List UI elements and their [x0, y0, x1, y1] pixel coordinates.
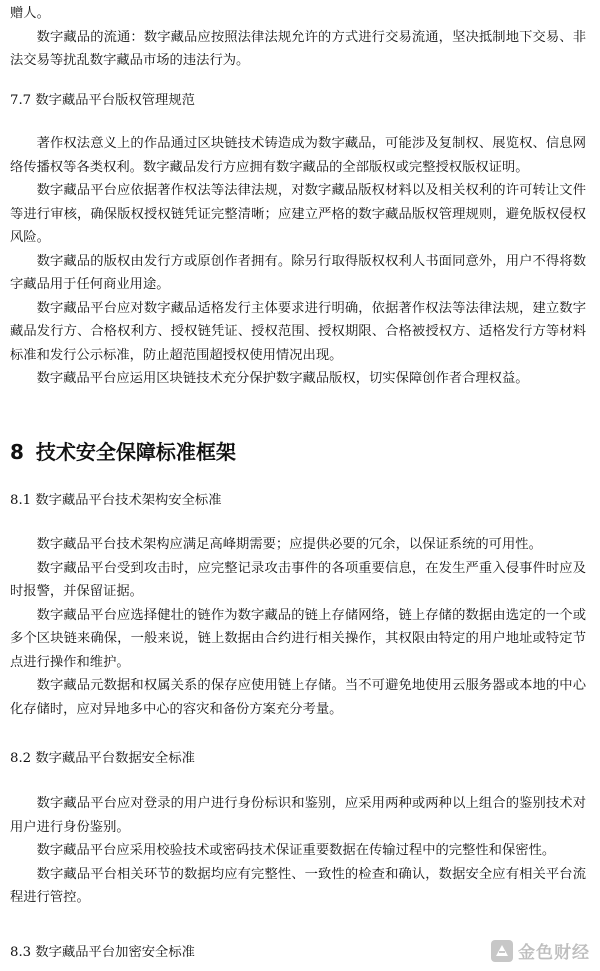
paragraph: 数字藏品平台受到攻击时，应完整记录攻击事件的各项重要信息，在发生严重入侵事件时应及时报警，并保留证据。: [10, 560, 586, 599]
jinse-logo-icon: [490, 939, 514, 963]
paragraph: 数字藏品平台技术架构应满足高峰期需要；应提供必要的冗余，以保证系统的可用性。: [36, 537, 542, 552]
section-8-3-heading: 8.3 数字藏品平台加密安全标准: [10, 945, 195, 960]
paragraph: 著作权法意义上的作品通过区块链技术铸造成为数字藏品，可能涉及复制权、展览权、信息网络传播权等各类权利。数字藏品发行方应拥有数字藏品的全部版权或完整授权版权证明。: [10, 136, 586, 175]
carryover-block: [10, 2, 586, 73]
section-8-1-heading: 8.1 数字藏品平台技术架构安全标准: [10, 493, 222, 508]
section-8-title: 技术安全保障标准框架: [35, 440, 236, 464]
paragraph: 数字藏品平台应采用校验技术或密码技术保证重要数据在传输过程中的完整性和保密性。: [36, 843, 556, 858]
paragraph: 数字藏品平台应对登录的用户进行身份标识和鉴别，应采用两种或两种以上组合的鉴别技术对用户进行身份鉴别。: [10, 796, 586, 835]
paragraph: 数字藏品平台应运用区块链技术充分保护数字藏品版权，切实保障创作者合理权益。: [36, 371, 529, 386]
section-8-2-heading: 8.2 数字藏品平台数据安全标准: [10, 751, 195, 766]
watermark-text: 金色财经: [518, 943, 590, 963]
paragraph: 数字藏品平台应对数字藏品适格发行主体要求进行明确，依据著作权法等法律法规，建立数字藏品发行方、合格权利方、授权链凭证、授权范围、授权期限、合格被授权方、适格发行方等材料标准和发行公示标准，防止超范围超授权使用情况出现。: [10, 300, 586, 363]
section-7-7-body: [10, 132, 586, 391]
paragraph: 数字藏品平台应选择健壮的链作为数字藏品的链上存储网络，链上存储的数据由选定的一个或多个区块链来确保，一般来说，链上数据由合约进行相关操作，其权限由特定的用户地址或特定节点进行操作和维护。: [10, 607, 586, 670]
paragraph: 数字藏品平台相关环节的数据均应有完整性、一致性的检查和确认，数据安全应有相关平台流程进行管控。: [10, 866, 586, 905]
section-8-1-body: [10, 533, 586, 721]
paragraph-circulation: 数字藏品的流通：数字藏品应按照法律法规允许的方式进行交易流通，坚决抵制地下交易、非法交易等扰乱数字藏品市场的违法行为。: [10, 29, 586, 68]
paragraph: 数字藏品元数据和权属关系的保存应使用链上存储。当不可避免地使用云服务器或本地的中心化存储时，应对异地多中心的容灾和备份方案充分考量。: [10, 678, 586, 717]
section-8-number: 8: [10, 440, 24, 464]
watermark: [490, 938, 590, 963]
paragraph: 数字藏品平台应依据著作权法等法律法规，对数字藏品版权材料以及相关权利的许可转让文件等进行审核，确保版权授权链凭证完整清晰；应建立严格的数字藏品版权管理规则，避免版权侵权风险。: [10, 183, 586, 245]
section-8-heading: [10, 438, 236, 466]
carryover-text: 赠人。: [10, 6, 50, 21]
section-7-7-heading: 7.7 数字藏品平台版权管理规范: [10, 93, 195, 108]
paragraph: 数字藏品的版权由发行方或原创作者拥有。除另行取得版权权利人书面同意外，用户不得将数字藏品用于任何商业用途。: [10, 253, 586, 292]
section-8-2-body: [10, 792, 586, 910]
